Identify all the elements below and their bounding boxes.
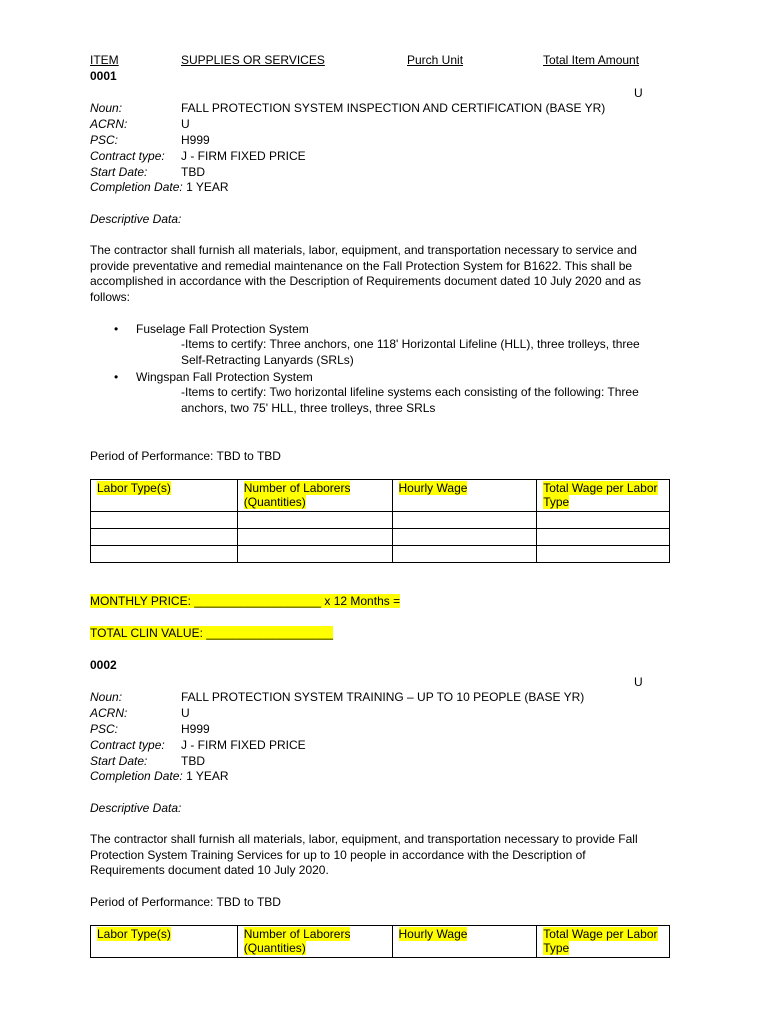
clin2-contract-type-row <box>90 738 306 752</box>
clin1-start-date-row <box>90 165 205 179</box>
bullet-icon: • <box>114 370 119 384</box>
field-value: TBD <box>181 165 205 179</box>
field-value: FALL PROTECTION SYSTEM TRAINING – UP TO 10 PEOPLE (BASE YR) <box>181 690 585 704</box>
field-label: PSC: <box>90 133 119 147</box>
header-total-wage: Total Wage per Labor Type <box>543 481 658 509</box>
table-cell[interactable] <box>91 512 238 529</box>
table-header-cell <box>392 480 537 512</box>
clin1-period: Period of Performance: TBD to TBD <box>90 449 281 463</box>
clin1-monthly-price[interactable]: MONTHLY PRICE: ___________________ x 12 Months = <box>90 594 401 608</box>
clin1-total-clin-value[interactable]: TOTAL CLIN VALUE: ___________________ <box>90 626 334 640</box>
table-cell[interactable] <box>91 546 238 563</box>
clin1-labor-table <box>90 479 670 563</box>
field-label: Completion Date: <box>90 180 183 194</box>
field-value: 1 YEAR <box>186 769 229 783</box>
field-value: H999 <box>181 722 210 736</box>
field-label: Noun: <box>90 101 123 115</box>
table-cell[interactable] <box>237 546 392 563</box>
field-label: PSC: <box>90 722 119 736</box>
bullet-detail: -Items to certify: Two horizontal lifeline systems each consisting of the following: Three anchors, two 75' HLL, three trolleys, three SRLs <box>181 385 639 415</box>
clin1-descriptive-label: Descriptive Data: <box>90 212 182 226</box>
field-value: FALL PROTECTION SYSTEM INSPECTION AND CERTIFICATION (BASE YR) <box>181 101 606 115</box>
bullet-title: Fuselage Fall Protection System <box>136 322 309 336</box>
clin2-psc-row <box>90 722 210 736</box>
header-hourly-wage: Hourly Wage <box>398 481 468 495</box>
table-header-row <box>91 926 670 958</box>
field-label: Start Date: <box>90 754 148 768</box>
table-header-row <box>91 480 670 512</box>
field-label: Start Date: <box>90 165 148 179</box>
table-header-cell <box>237 926 392 958</box>
table-header-cell <box>91 480 238 512</box>
clin2-descriptive-label: Descriptive Data: <box>90 801 182 815</box>
header-num-laborers: Number of Laborers (Quantities) <box>243 481 351 509</box>
table-cell[interactable] <box>537 529 670 546</box>
header-num-laborers: Number of Laborers (Quantities) <box>243 927 351 955</box>
clin2-number: 0002 <box>90 658 117 672</box>
clin2-paragraph: The contractor shall furnish all materials, labor, equipment, and transportation necessary to provide Fall Protection System Training Services for up to 10 people in accordance with the Description of Requirements document dated 10 July 2020. <box>90 832 638 877</box>
field-value: J - FIRM FIXED PRICE <box>181 149 306 163</box>
field-value: U <box>181 117 190 131</box>
field-value: J - FIRM FIXED PRICE <box>181 738 306 752</box>
clin1-acrn-row <box>90 117 190 131</box>
clin2-period: Period of Performance: TBD to TBD <box>90 895 281 909</box>
field-label: ACRN: <box>90 706 128 720</box>
header-total-wage: Total Wage per Labor Type <box>543 927 658 955</box>
field-value: 1 YEAR <box>186 180 229 194</box>
header-hourly-wage: Hourly Wage <box>398 927 468 941</box>
field-label: Contract type: <box>90 149 165 163</box>
table-cell[interactable] <box>237 512 392 529</box>
clin2-completion-date-row <box>90 769 229 783</box>
header-item: ITEM <box>90 53 119 67</box>
field-label: Completion Date: <box>90 769 183 783</box>
clin2-acrn-row <box>90 706 190 720</box>
field-value: H999 <box>181 133 210 147</box>
table-header-cell <box>91 926 238 958</box>
clin1-unit: U <box>634 86 643 100</box>
clin1-paragraph: The contractor shall furnish all materials, labor, equipment, and transportation necessary to service and provide preventative and remedial maintenance on the Fall Protection System for B1622. This shall be accomplished in accordance with the Description of Requirements document dated 10 July 2020 and as follows: <box>90 243 641 304</box>
clin1-number: 0001 <box>90 69 117 83</box>
clin2-unit: U <box>634 675 643 689</box>
bullet-icon: • <box>114 322 119 336</box>
table-cell[interactable] <box>392 546 537 563</box>
table-header-cell <box>537 480 670 512</box>
clin2-start-date-row <box>90 754 205 768</box>
bullet-detail: -Items to certify: Three anchors, one 118' Horizontal Lifeline (HLL), three trolleys, three Self-Retracting Lanyards (SRLs) <box>181 337 640 367</box>
table-cell[interactable] <box>392 512 537 529</box>
table-header-cell <box>537 926 670 958</box>
clin1-noun-row <box>90 101 605 115</box>
table-row <box>91 512 670 529</box>
table-cell[interactable] <box>91 529 238 546</box>
table-cell[interactable] <box>237 529 392 546</box>
field-value: U <box>181 706 190 720</box>
header-supplies: SUPPLIES OR SERVICES <box>181 53 325 67</box>
table-cell[interactable] <box>537 546 670 563</box>
header-total-amount: Total Item Amount <box>543 53 640 67</box>
field-label: ACRN: <box>90 117 128 131</box>
header-labor-type: Labor Type(s) <box>97 481 171 495</box>
table-cell[interactable] <box>537 512 670 529</box>
table-header-cell <box>237 480 392 512</box>
field-label: Contract type: <box>90 738 165 752</box>
clin1-completion-date-row <box>90 180 229 194</box>
header-purch-unit: Purch Unit <box>407 53 464 67</box>
field-label: Noun: <box>90 690 123 704</box>
clin2-labor-table <box>90 925 670 958</box>
table-header-cell <box>392 926 537 958</box>
table-cell[interactable] <box>392 529 537 546</box>
clin1-psc-row <box>90 133 210 147</box>
table-row <box>91 546 670 563</box>
field-value: TBD <box>181 754 205 768</box>
bullet-title: Wingspan Fall Protection System <box>136 370 313 384</box>
header-labor-type: Labor Type(s) <box>97 927 171 941</box>
clin1-contract-type-row <box>90 149 306 163</box>
clin2-noun-row <box>90 690 584 704</box>
table-row <box>91 529 670 546</box>
